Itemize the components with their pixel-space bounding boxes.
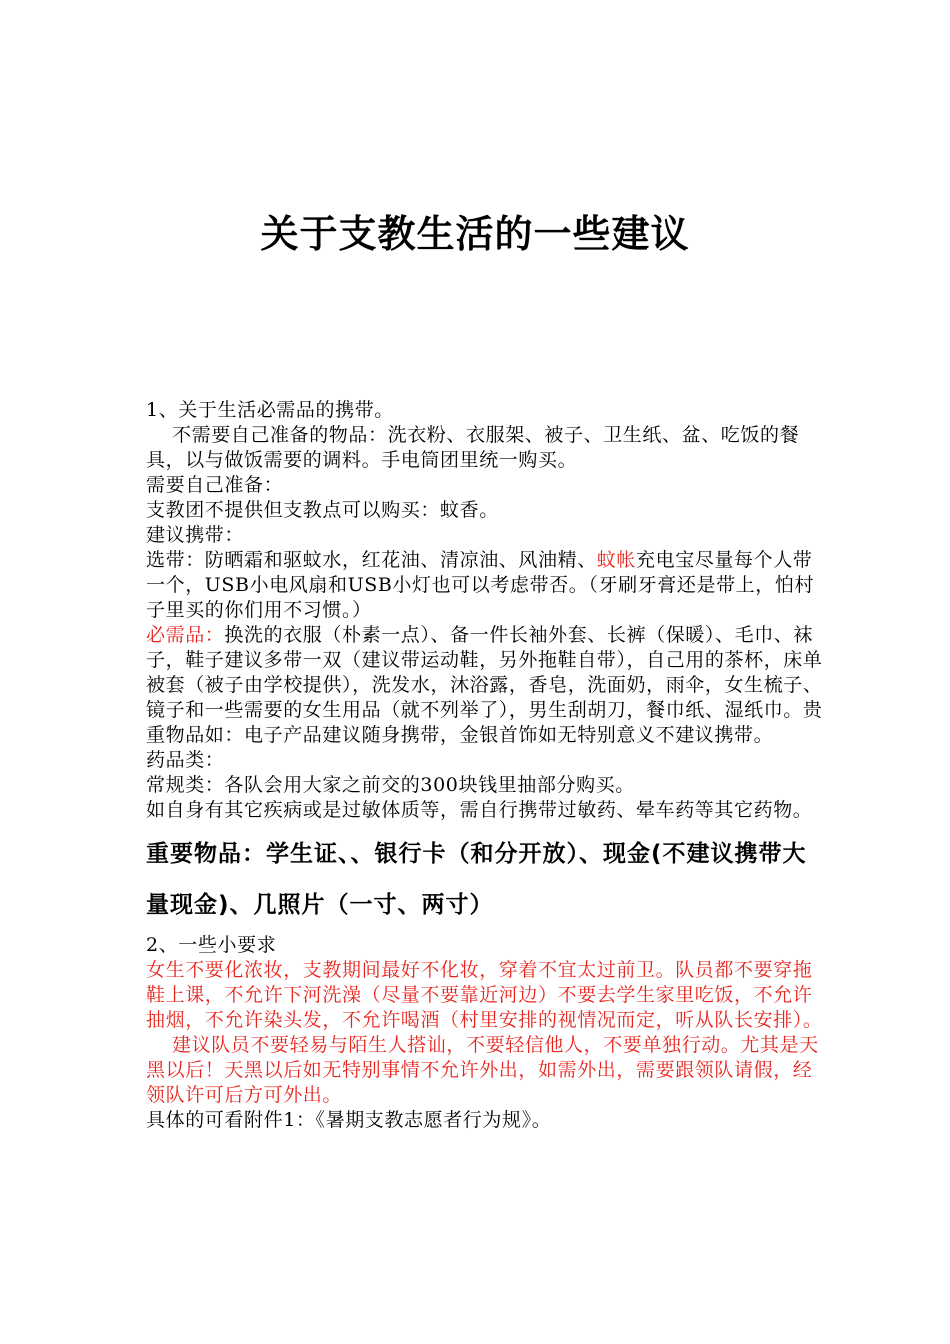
document-title: 关于支教生活的一些建议 bbox=[260, 211, 690, 256]
medicine-heading: 药品类： bbox=[146, 749, 225, 771]
need-prepare-line: 需要自己准备： bbox=[146, 474, 284, 496]
optional-prefix: 选带：防晒霜和驱蚊水，红花油、清凉油、风油精、 bbox=[146, 549, 597, 571]
medicine-self-paragraph: 如自身有其它疾病或是过敏体质等，需自行携带过敏药、晕车药等其它药物。 bbox=[146, 799, 813, 821]
section1-heading: 1、关于生活必需品的携带。 bbox=[146, 399, 394, 421]
essential-label: 必需品： bbox=[146, 624, 225, 646]
essential-items-paragraph bbox=[146, 623, 826, 748]
document-body bbox=[146, 398, 826, 1133]
mosquito-net-highlight: 蚊帐 bbox=[596, 549, 637, 571]
rules-paragraph-1: 女生不要化浓妆，支教期间最好不化妆，穿着不宜太过前卫。队员都不要穿拖鞋上课，不允许下河洗澡（尽量不要靠近河边）不要去学生家里吃饭，不允许抽烟，不允许染头发，不允许喝酒（村里安排的视情况而定，听从队长安排）。 bbox=[146, 959, 823, 1031]
see-attachment-line: 具体的可看附件1：《暑期支教志愿者行为规》。 bbox=[146, 1109, 552, 1131]
medicine-common-line: 常规类：各队会用大家之前交的300块钱里抽部分购买。 bbox=[146, 774, 635, 796]
optional-items-paragraph bbox=[146, 548, 826, 623]
suggest-bring-line: 建议携带： bbox=[146, 524, 245, 546]
important-items-paragraph: 重要物品：学生证、、银行卡（和分开放）、现金(不建议携带大量现金)、几照片（一寸、两寸） bbox=[146, 841, 807, 918]
rules-paragraph-2: 建议队员不要轻易与陌生人搭讪，不要轻信他人，不要单独行动。尤其是天黑以后！天黑以后如无特别事情不允许外出，如需外出，需要跟领队请假，经领队许可后方可外出。 bbox=[146, 1034, 819, 1106]
optional-suffix: 充电宝尽量每个人带一个，USB小电风扇和USB小灯也可以考虑带否。（牙刷牙膏还是带上，怕村子里买的你们用不习惯。） bbox=[146, 549, 815, 621]
no-need-paragraph: 不需要自己准备的物品：洗衣粉、衣服架、被子、卫生纸、盆、吃饭的餐具，以与做饭需要的调料。手电筒团里统一购买。 bbox=[146, 424, 800, 471]
buy-local-line: 支教团不提供但支教点可以购买：蚊香。 bbox=[146, 499, 499, 521]
section2-heading: 2、一些小要求 bbox=[146, 934, 277, 956]
essential-text: 换洗的衣服（朴素一点）、备一件长袖外套、长裤（保暖）、毛巾、袜子，鞋子建议多带一双（建议带运动鞋，另外拖鞋自带），自己用的茶杯，床单被套（被子由学校提供），洗发水，沐浴露，香皂，洗面奶，雨伞，女生梳子、镜子和一些需要的女生用品（就不列举了），男生刮胡刀，餐巾纸、湿纸巾。贵重物品如：电子产品建议随身携带，金银首饰如无特别意义不建议携带。 bbox=[146, 624, 823, 746]
